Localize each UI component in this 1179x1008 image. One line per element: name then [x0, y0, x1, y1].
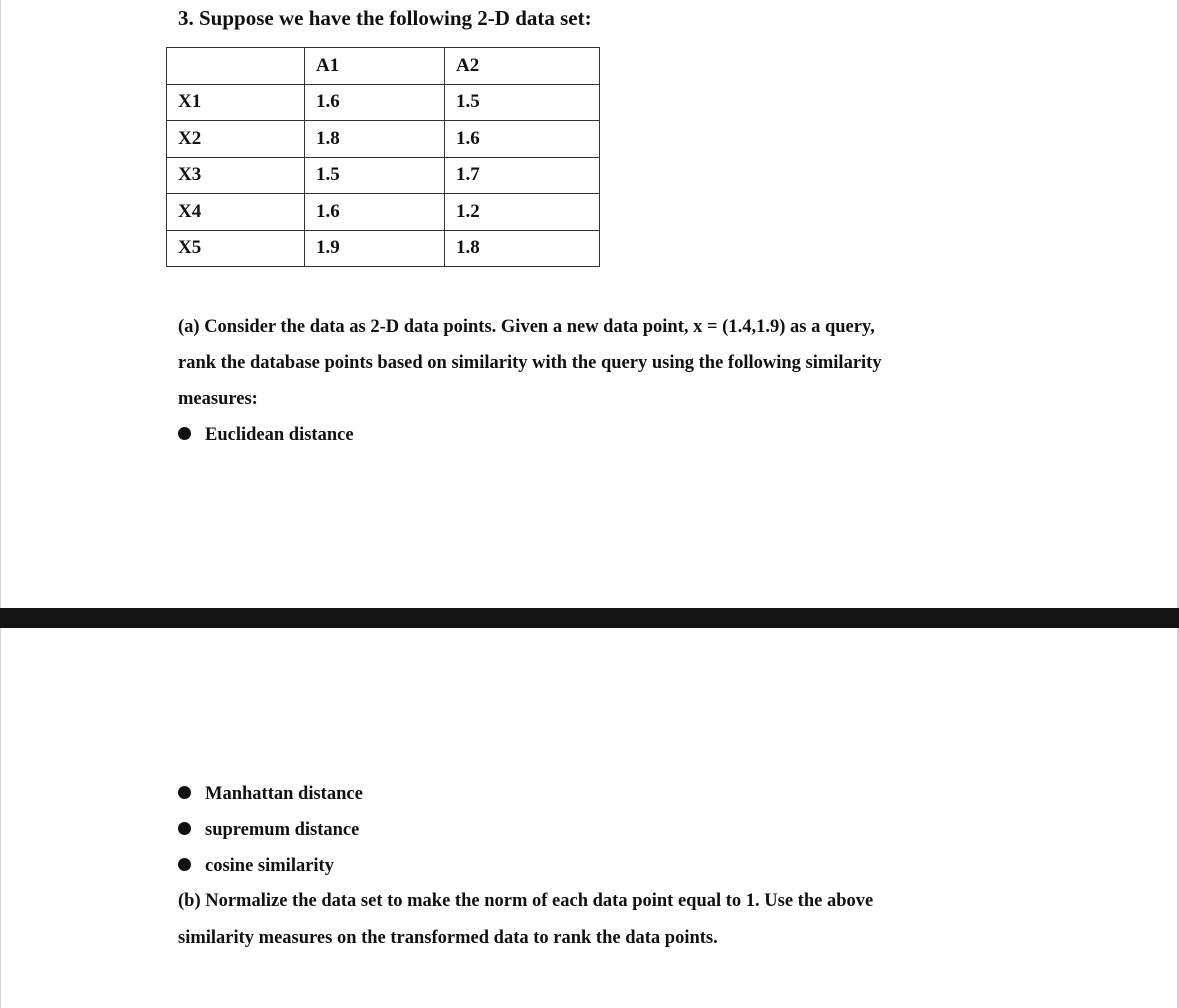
measure-label: supremum distance [205, 820, 360, 840]
page-divider [0, 608, 1179, 628]
table-cell: X2 [167, 121, 305, 158]
table-cell: X4 [167, 194, 305, 231]
measure-item [178, 425, 354, 446]
table-cell: X3 [167, 157, 305, 194]
question-heading: 3. Suppose we have the following 2-D data set: [178, 6, 592, 30]
part-a-line: rank the database points based on similarity with the query using the following similarity [178, 353, 882, 373]
table-row [167, 157, 600, 194]
table-cell: 1.7 [445, 157, 600, 194]
table-row [167, 121, 600, 158]
part-b-line: (b) Normalize the data set to make the norm of each data point equal to 1. Use the above [178, 891, 874, 911]
table-cell: 1.5 [445, 84, 600, 121]
measure-label: cosine similarity [205, 856, 334, 876]
table-cell: 1.5 [305, 157, 445, 194]
measure-label: Manhattan distance [205, 784, 363, 804]
table-cell: 1.8 [445, 230, 600, 267]
table-header-cell: A2 [445, 48, 600, 85]
data-table [166, 47, 600, 267]
table-cell: X5 [167, 230, 305, 267]
table-cell: 1.2 [445, 194, 600, 231]
table-row [167, 230, 600, 267]
table-header-row [167, 48, 600, 85]
part-a-line: (a) Consider the data as 2-D data points. Given a new data point, x = (1.4,1.9) as a query, [178, 317, 875, 337]
table-cell: 1.9 [305, 230, 445, 267]
measure-item [178, 820, 359, 841]
table-cell: X1 [167, 84, 305, 121]
part-a-line: measures: [178, 389, 258, 409]
bullet-icon [178, 786, 191, 799]
bullet-icon [178, 427, 191, 440]
page-edge [0, 0, 1, 608]
document-page-bottom [0, 628, 1179, 1008]
table-cell: 1.6 [305, 84, 445, 121]
page-edge [0, 628, 1, 1008]
measure-item [178, 856, 334, 877]
table-cell: 1.8 [305, 121, 445, 158]
table-cell: 1.6 [305, 194, 445, 231]
table-row [167, 84, 600, 121]
bullet-icon [178, 822, 191, 835]
measure-item [178, 784, 363, 805]
table-header-cell [167, 48, 305, 85]
part-b-line: similarity measures on the transformed data to rank the data points. [178, 928, 718, 948]
table-header-cell: A1 [305, 48, 445, 85]
measure-label: Euclidean distance [205, 425, 354, 445]
bullet-icon [178, 858, 191, 871]
table-row [167, 194, 600, 231]
table-cell: 1.6 [445, 121, 600, 158]
